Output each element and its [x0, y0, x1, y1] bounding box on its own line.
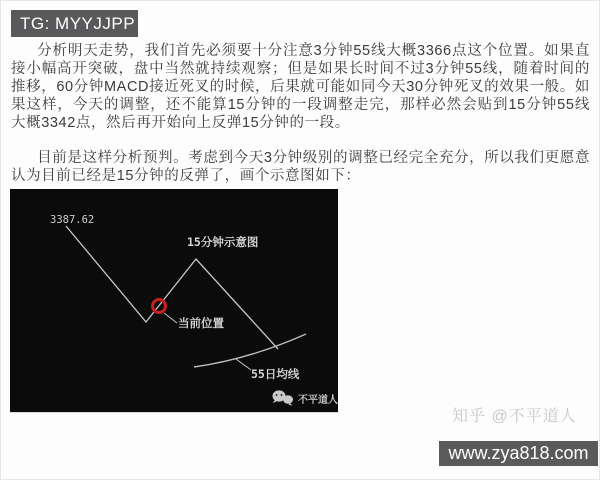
site-url-badge: [439, 441, 598, 466]
zhihu-watermark: 知乎 @不平道人: [452, 408, 577, 425]
site-url-label: www.zya818.com: [448, 443, 589, 463]
ma55-pointer-line: [236, 359, 251, 370]
ma55-label: 55日均线: [251, 367, 300, 381]
ma55-curve: [194, 334, 306, 367]
tg-channel-label: TG: MYYJJPP: [20, 13, 136, 33]
article-paragraph-2: 目前是这样分析预判。考虑到今天3分钟级别的调整已经完全充分，所以我们更愿意认为目前已经是15分钟的反弹了，画个示意图如下：: [11, 150, 590, 184]
article-body: [11, 42, 590, 185]
chart-watermark-label: 不平道人: [298, 395, 338, 406]
schematic-chart: [10, 189, 338, 412]
wechat-icon: [273, 390, 294, 405]
article-paragraph-1: 分析明天走势，我们首先必须要十分注意3分钟55线大概3366点这个位置。如果直接小幅高开突破，盘中当然就持续观察；但是如果长时间不过3分钟55线，随着时间的推移，60分钟MACD接近死叉的时候，后果就可能如同今天30分钟死叉的效果一般。如果这样，今天的调整，还不能算15分钟的一段调整走完，那样必然会贴到15分钟55线大概3342点，然后再开始向上反弹15分钟的一段。: [11, 43, 590, 131]
chart-title: 15分钟示意图: [187, 235, 259, 249]
tg-channel-badge: [11, 10, 138, 37]
current-position-pointer-line: [164, 313, 177, 323]
chart-peak-value-label: 3387.62: [50, 214, 95, 226]
current-position-label: 当前位置: [178, 316, 224, 330]
